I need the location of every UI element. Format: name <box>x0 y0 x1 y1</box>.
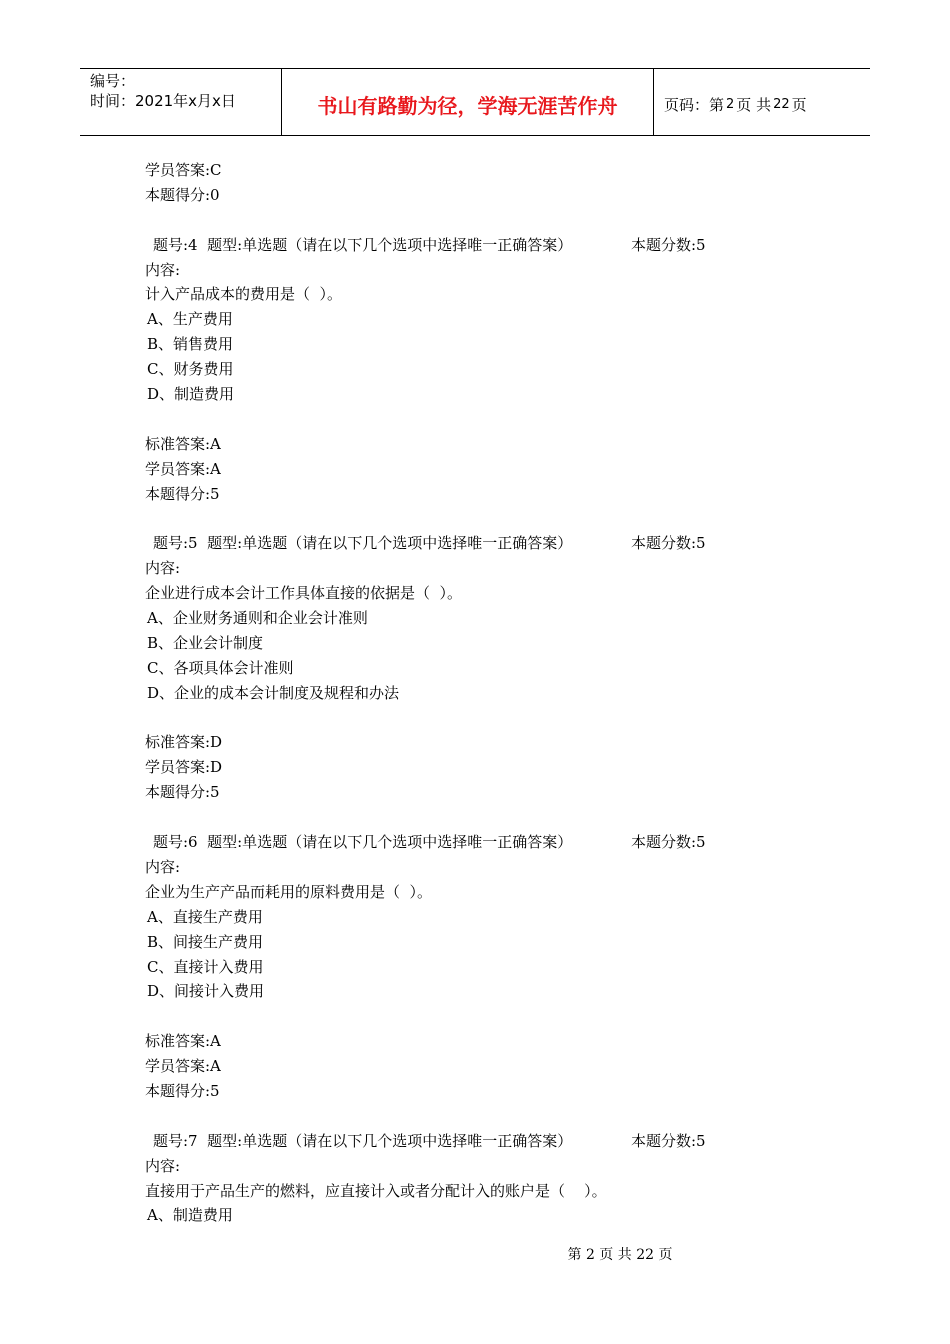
question-points: 本题分数:5 <box>631 833 706 852</box>
question-header <box>145 830 845 855</box>
spacer <box>145 407 845 432</box>
spacer <box>145 805 845 830</box>
question-score: 本题得分:5 <box>145 484 220 503</box>
option-a: A、直接生产费用 <box>147 907 263 926</box>
question-points: 本题分数:5 <box>631 1131 706 1150</box>
question-title: 题号:5 题型:单选题（请在以下几个选项中选择唯一正确答案） <box>153 534 573 553</box>
page-total: 22 <box>773 96 790 112</box>
standard-answer: 标准答案:A <box>145 434 221 453</box>
spacer <box>145 506 845 531</box>
option-c: C、财务费用 <box>147 360 234 379</box>
spacer <box>145 1104 845 1129</box>
option-d: D、间接计入费用 <box>147 982 265 1001</box>
page-footer: 第 2 页 共 22 页 <box>567 1247 673 1263</box>
document-body <box>145 158 845 1228</box>
page-number: 2 <box>726 96 735 112</box>
option-d: D、企业的成本会计制度及规程和办法 <box>147 683 400 702</box>
time-label: 时间：2021年x月x日 <box>90 92 236 110</box>
page-header <box>80 68 870 136</box>
header-meta <box>80 69 282 135</box>
option-d: D、制造费用 <box>147 385 235 404</box>
spacer <box>145 706 845 731</box>
student-answer: 学员答案:A <box>145 459 221 478</box>
question-header <box>145 1129 845 1154</box>
question-points: 本题分数:5 <box>631 235 706 254</box>
spacer <box>145 1004 845 1029</box>
standard-answer: 标准答案:A <box>145 1032 221 1051</box>
option-a: A、制造费用 <box>147 1206 233 1225</box>
question-points: 本题分数:5 <box>631 534 706 553</box>
header-motto: 书山有路勤为径，学海无涯苦作舟 <box>282 69 654 135</box>
question-stem: 企业为生产产品而耗用的原料费用是（ ）。 <box>145 882 433 901</box>
question-stem: 计入产品成本的费用是（ ）。 <box>145 285 343 304</box>
content-label: 内容: <box>145 559 181 578</box>
question-score: 本题得分:5 <box>145 1081 220 1100</box>
option-a: A、企业财务通则和企业会计准则 <box>147 609 368 628</box>
question-title: 题号:4 题型:单选题（请在以下几个选项中选择唯一正确答案） <box>153 235 573 254</box>
student-answer: 学员答案:A <box>145 1057 221 1076</box>
student-answer: 学员答案:C <box>145 161 222 179</box>
page-prefix: 页码：第 <box>664 95 725 114</box>
spacer <box>145 208 845 233</box>
page-mid: 页 共 <box>736 95 772 114</box>
question-title: 题号:7 题型:单选题（请在以下几个选项中选择唯一正确答案） <box>153 1131 573 1150</box>
serial-label: 编号： <box>90 72 136 90</box>
student-answer: 学员答案:D <box>145 758 223 777</box>
option-b: B、间接生产费用 <box>147 932 264 951</box>
option-c: C、直接计入费用 <box>147 957 264 976</box>
standard-answer: 标准答案:D <box>145 733 223 752</box>
content-label: 内容: <box>145 857 181 876</box>
question-stem: 直接用于产品生产的燃料，应直接计入或者分配计入的账户是（ ）。 <box>145 1181 607 1200</box>
question-title: 题号:6 题型:单选题（请在以下几个选项中选择唯一正确答案） <box>153 833 573 852</box>
content-label: 内容: <box>145 1156 181 1175</box>
option-b: B、企业会计制度 <box>147 633 264 652</box>
header-page-info <box>654 69 870 135</box>
question-score: 本题得分:5 <box>145 783 220 802</box>
option-a: A、生产费用 <box>147 310 233 329</box>
option-c: C、各项具体会计准则 <box>147 658 294 677</box>
option-b: B、销售费用 <box>147 335 234 354</box>
question-score: 本题得分:0 <box>145 185 220 204</box>
page-suffix: 页 <box>791 95 807 114</box>
content-label: 内容: <box>145 260 181 279</box>
question-header <box>145 233 845 258</box>
question-stem: 企业进行成本会计工作具体直接的依据是（ ）。 <box>145 584 463 603</box>
question-header <box>145 531 845 556</box>
